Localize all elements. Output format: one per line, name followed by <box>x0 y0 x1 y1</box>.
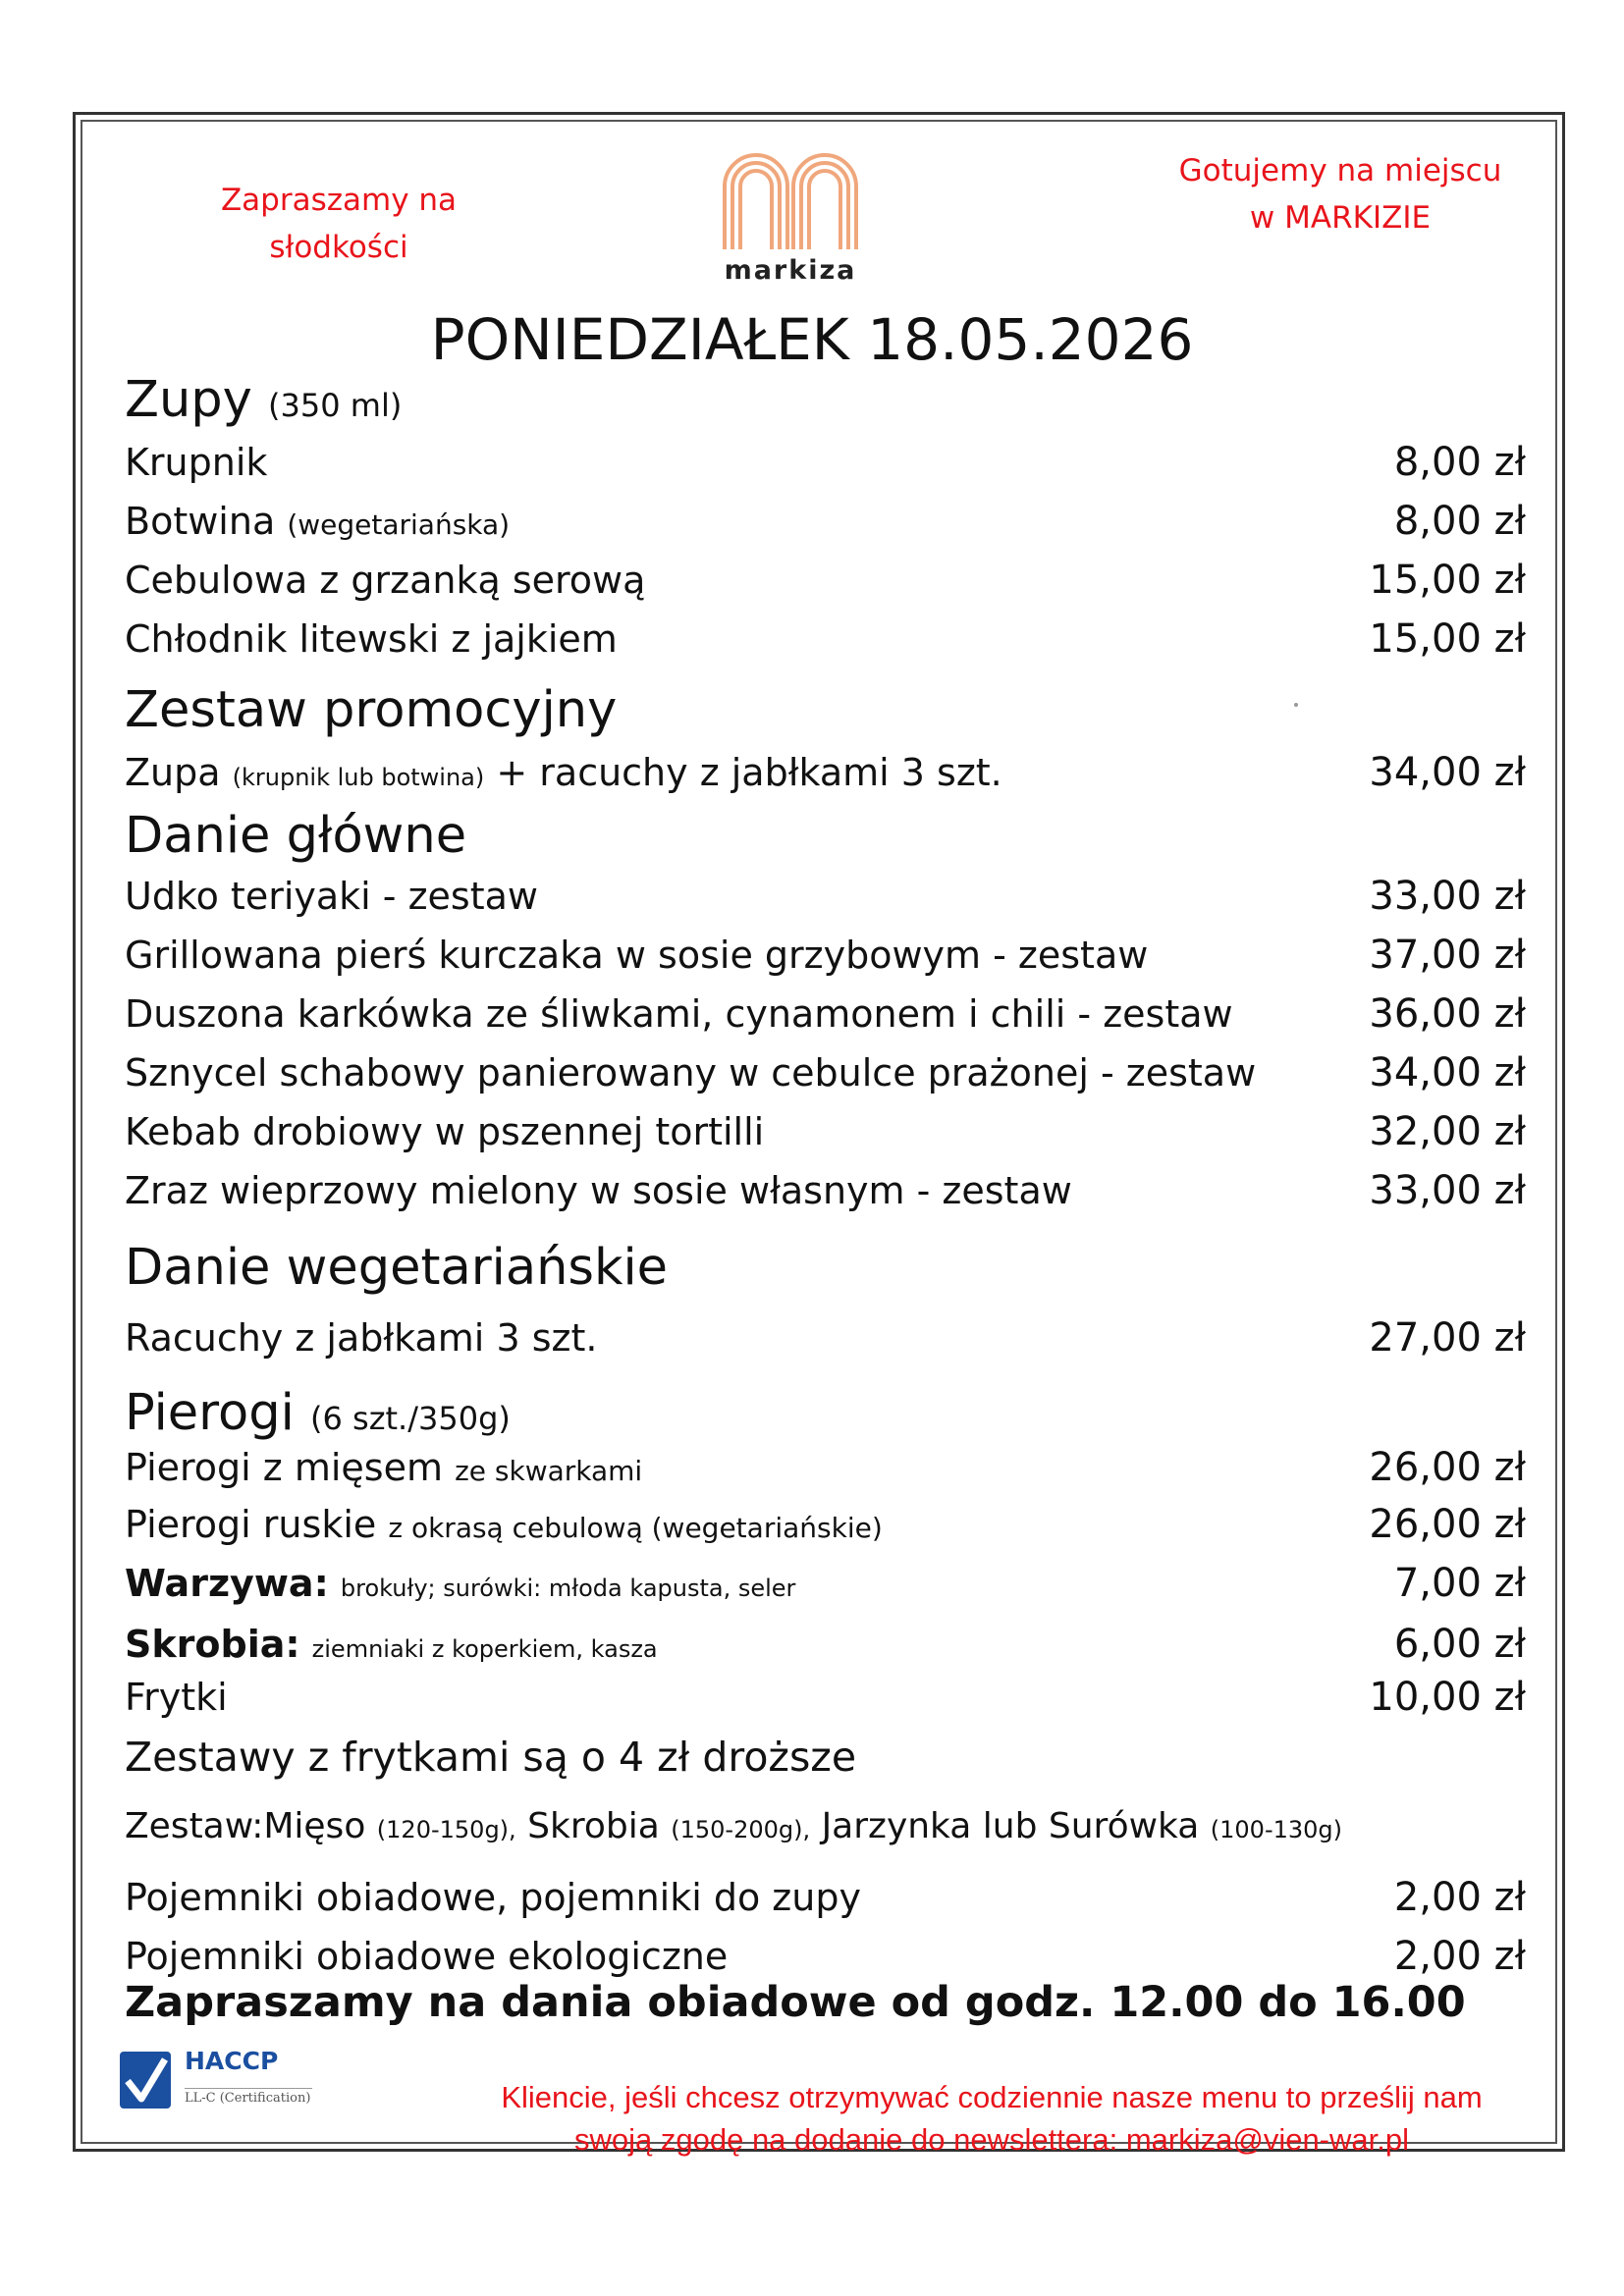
item-price: 6,00 zł <box>1393 1622 1526 1667</box>
set-info-part2: Skrobia <box>527 1806 660 1846</box>
sweets-note: Zapraszamy na słodkości <box>220 183 458 265</box>
item-name: Zraz wieprzowy mielony w sosie własnym - zestaw <box>125 1169 1072 1212</box>
item-name: Pojemniki obiadowe, pojemniki do zupy <box>125 1876 861 1919</box>
promo-part-a: Zupa <box>125 751 221 794</box>
menu-row <box>125 1561 1526 1606</box>
set-info-part1: Zestaw:Mięso <box>125 1806 366 1846</box>
item-price: 27,00 zł <box>1369 1315 1526 1361</box>
section-mains-title: Danie główne <box>125 807 467 865</box>
item-name-wrap <box>125 500 510 543</box>
menu-row <box>125 874 1526 919</box>
promo-part-b: + racuchy z jabłkami 3 szt. <box>496 751 1002 794</box>
item-name-wrap <box>125 1623 658 1666</box>
item-name: Sznycel schabowy panierowany w cebulce prażonej - zestaw <box>125 1051 1257 1095</box>
item-price: 34,00 zł <box>1369 1050 1526 1095</box>
set-info-row <box>125 1806 1526 1846</box>
item-price: 2,00 zł <box>1393 1934 1526 1979</box>
menu-row <box>125 499 1526 544</box>
item-name-wrap <box>125 1446 642 1489</box>
item-price: 2,00 zł <box>1393 1875 1526 1920</box>
item-name: Kebab drobiowy w pszennej tortilli <box>125 1110 765 1153</box>
set-info-part3: Jarzynka lub Surówka <box>821 1806 1200 1846</box>
menu-row <box>125 1315 1526 1361</box>
item-name: Grillowana pierś kurczaka w sosie grzybowym - zestaw <box>125 934 1149 977</box>
item-name: Duszona karkówka ze śliwkami, cynamonem i chili - zestaw <box>125 992 1233 1036</box>
newsletter-note <box>432 2076 1551 2161</box>
item-name: Botwina <box>125 500 276 543</box>
item-price: 8,00 zł <box>1393 440 1526 485</box>
section-soups-title: Zupy <box>125 371 252 429</box>
section-vegetarian-title: Danie wegetariańskie <box>125 1239 669 1297</box>
day-title: PONIEDZIAŁEK 18.05.2026 <box>430 306 1194 373</box>
newsletter-line2: swoją zgodę na dodanie do newslettera: markiza@vien-war.pl <box>574 2122 1409 2157</box>
vegetables-label: Warzywa: <box>125 1562 329 1605</box>
cooking-note-line1: Gotujemy na miejscu <box>1178 153 1502 188</box>
item-price: 15,00 zł <box>1369 558 1526 603</box>
menu-row <box>125 991 1526 1037</box>
haccp-subtitle: LL-C (Certification) <box>185 2088 312 2106</box>
stray-dot <box>1294 703 1298 707</box>
menu-row <box>125 1622 1526 1667</box>
markiza-logo <box>707 147 874 286</box>
menu-row <box>125 1168 1526 1213</box>
item-price: 8,00 zł <box>1393 499 1526 544</box>
section-soups-note: (350 ml) <box>268 387 403 424</box>
item-name-wrap <box>125 1562 795 1605</box>
section-promo-title: Zestaw promocyjny <box>125 681 618 739</box>
section-pierogi <box>125 1384 511 1442</box>
menu-row <box>125 933 1526 978</box>
set-info-note3: (100-130g) <box>1210 1816 1343 1843</box>
set-info-note2: (150-200g), <box>671 1816 811 1843</box>
promo-item <box>125 751 1002 794</box>
fries-note: Zestawy z frytkami są o 4 zł droższe <box>125 1734 857 1781</box>
cooking-note-line2: w MARKIZIE <box>1249 200 1432 236</box>
item-name-wrap <box>125 1503 883 1546</box>
item-name: Pojemniki obiadowe ekologiczne <box>125 1935 729 1978</box>
item-name: Pierogi ruskie <box>125 1503 377 1546</box>
menu-row <box>125 1934 1526 1979</box>
item-name: Cebulowa z grzanką serową <box>125 559 646 602</box>
promo-note: (krupnik lub botwina) <box>232 764 485 791</box>
menu-row <box>125 440 1526 485</box>
markiza-logo-icon <box>717 147 864 253</box>
haccp-title: HACCP <box>185 2047 279 2075</box>
menu-row <box>125 1109 1526 1154</box>
fries-note-row <box>125 1734 1526 1781</box>
item-name: Krupnik <box>125 441 268 484</box>
item-name: Racuchy z jabłkami 3 szt. <box>125 1316 598 1360</box>
menu-row <box>125 558 1526 603</box>
item-price: 33,00 zł <box>1369 874 1526 919</box>
newsletter-line1: Kliencie, jeśli chcesz otrzymywać codziennie nasze menu to prześlij nam <box>501 2080 1483 2114</box>
item-name: Chłodnik litewski z jajkiem <box>125 617 618 661</box>
item-price: 32,00 zł <box>1369 1109 1526 1154</box>
item-price: 33,00 zł <box>1369 1168 1526 1213</box>
menu-row <box>125 1875 1526 1920</box>
item-name: Pierogi z mięsem <box>125 1446 443 1489</box>
menu-row <box>125 1502 1526 1547</box>
menu-row <box>125 1445 1526 1490</box>
item-note: (wegetariańska) <box>287 508 511 541</box>
section-pierogi-note: (6 szt./350g) <box>310 1400 511 1437</box>
haccp-badge <box>120 2047 326 2115</box>
set-info <box>125 1806 1342 1846</box>
item-price: 37,00 zł <box>1369 933 1526 978</box>
starch-label: Skrobia: <box>125 1623 300 1666</box>
checkmark-icon <box>120 2052 171 2109</box>
item-price: 26,00 zł <box>1369 1445 1526 1490</box>
closing-hours: Zapraszamy na dania obiadowe od godz. 12.00 do 16.00 <box>125 1978 1466 2027</box>
item-note: brokuły; surówki: młoda kapusta, seler <box>340 1575 796 1602</box>
item-price: 10,00 zł <box>1369 1675 1526 1720</box>
item-price: 26,00 zł <box>1369 1502 1526 1547</box>
item-name: Udko teriyaki - zestaw <box>125 875 538 918</box>
item-price: 15,00 zł <box>1369 616 1526 662</box>
cooking-note <box>1154 147 1527 241</box>
item-note: ze skwarkami <box>455 1455 643 1487</box>
menu-row <box>125 616 1526 662</box>
menu-row <box>125 750 1526 795</box>
section-soups <box>125 371 402 429</box>
item-price: 34,00 zł <box>1369 750 1526 795</box>
menu-row <box>125 1050 1526 1095</box>
item-price: 36,00 zł <box>1369 991 1526 1037</box>
item-note: ziemniaki z koperkiem, kasza <box>311 1635 658 1663</box>
set-info-note1: (120-150g), <box>376 1816 516 1843</box>
item-note: z okrasą cebulową (wegetariańskie) <box>388 1512 883 1544</box>
logo-name: markiza <box>724 255 857 286</box>
menu-row <box>125 1675 1526 1720</box>
section-pierogi-title: Pierogi <box>125 1384 295 1442</box>
item-name: Frytki <box>125 1676 228 1719</box>
item-price: 7,00 zł <box>1393 1561 1526 1606</box>
